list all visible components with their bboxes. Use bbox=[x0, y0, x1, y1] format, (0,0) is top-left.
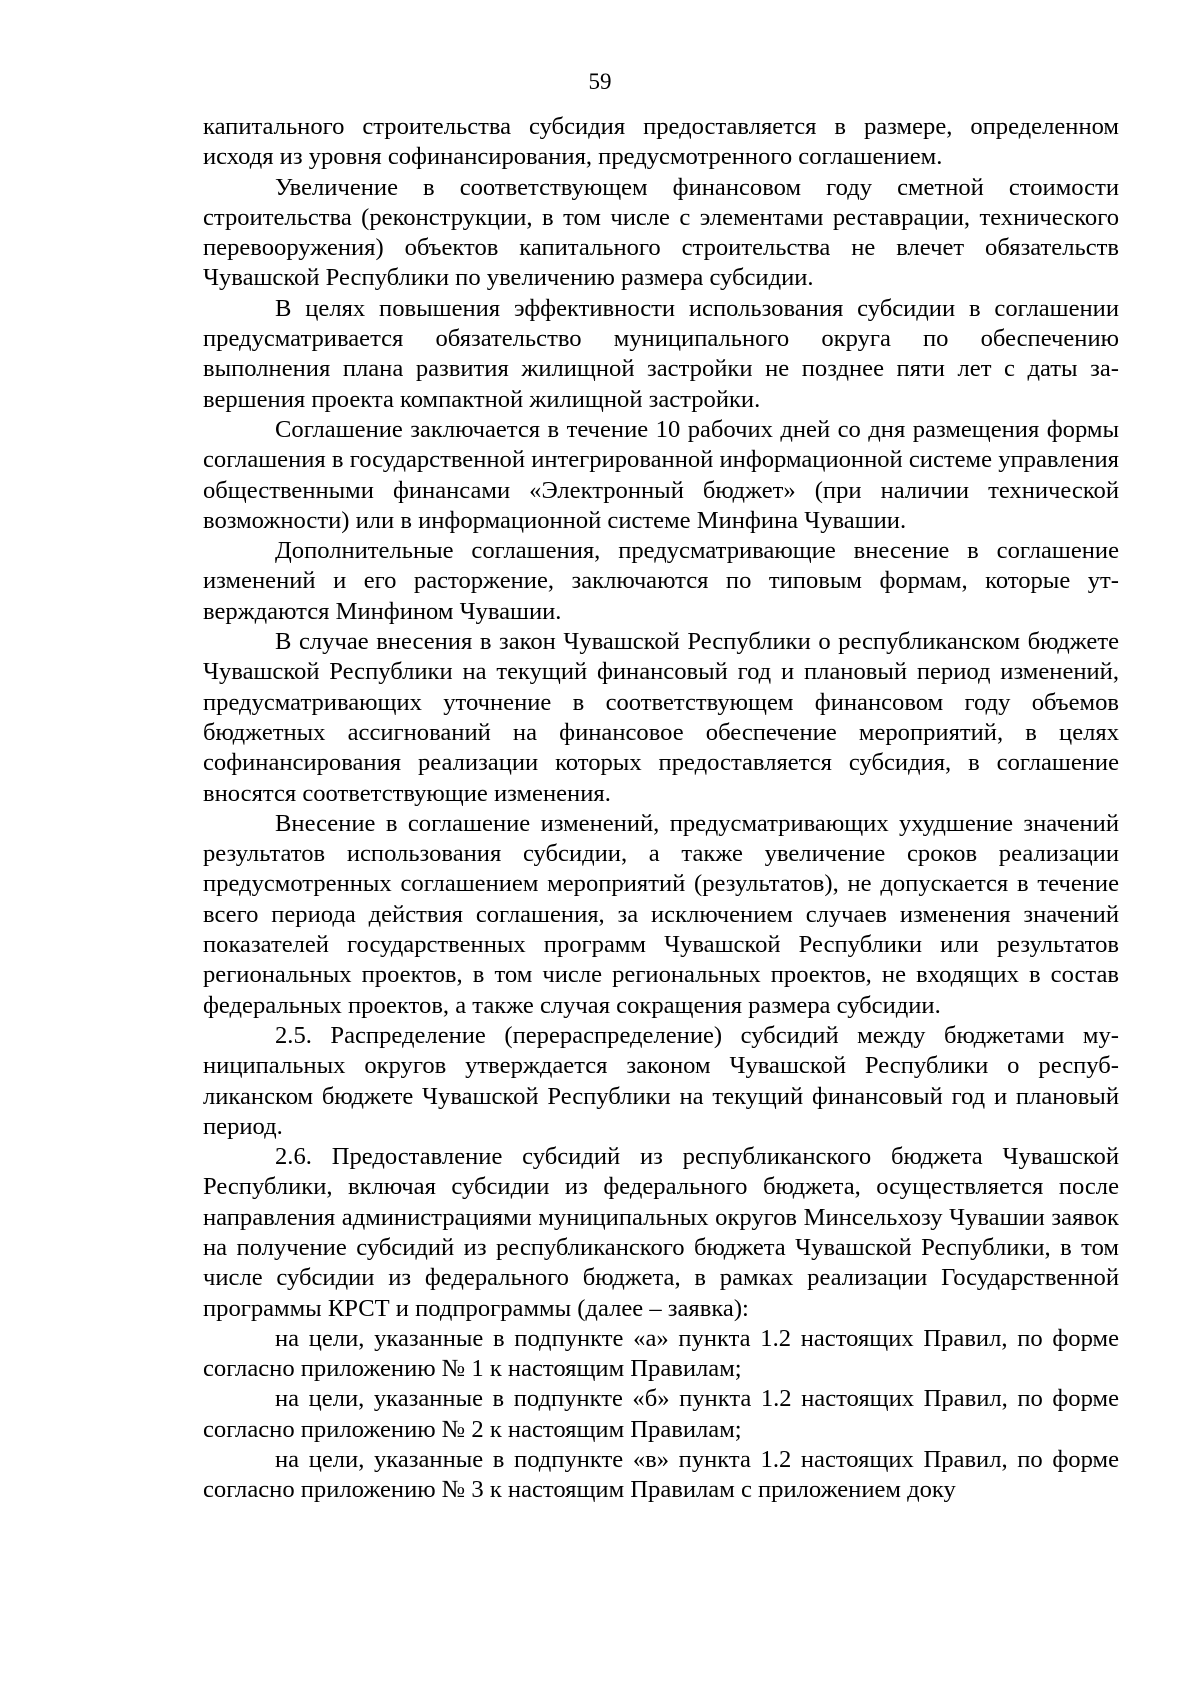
paragraph-amendments: Внесение в соглашение изменений, предусматривающих ухудшение значений результатов использования субсидии, а также увеличение сроков реализации предусмотренных соглашением мероприятий (результатов), не допускается в течение всего периода действия соглашения, за исключением случаев изменения значений показателей государственных программ Чувашской Республики или результатов региональных проектов, в том числе региональных проектов, не входящих в состав федеральных проектов, а также случая сокращения размера субсидии. bbox=[203, 809, 1119, 1019]
paragraph-law-changes: В случае внесения в закон Чувашской Республики о республиканском бюджете Чувашской Республики на текущий финансовый год и плановый период изменений, предусматривающих уточнение в соответствующем финансовом году объемов бюджетных ассигнований на финансовое обеспечение мероприятий, в целях софинансирования реализации которых предоставляется субсидия, в соглашение вносятся соответствующие изменения. bbox=[203, 628, 1119, 807]
paragraph-agreement-conclusion: Соглашение заключается в течение 10 рабочих дней со дня размещения формы соглашения в государственной интегрированной информационной системе управления общественными финансами «Электронный бюджет» (при наличии технической возможности) или в информационной системе Минфина Чувашии. bbox=[203, 415, 1119, 534]
paragraph-cost-increase: Увеличение в соответствующем финансовом году сметной стоимости строительства (реконструкции, в том числе с элементами реставрации, технического перевооружения) объектов капитального строительства не влечет обязательств Чувашской Республики по увеличению размера субсидии. bbox=[203, 173, 1119, 292]
page-number: 59 bbox=[588, 69, 612, 94]
paragraph-efficiency: В целях повышения эффективности использования субсидии в соглашении предусматривается обязательство муниципального округа по обеспечению выполнения плана развития жилищной застройки не позднее пяти лет с даты завершения проекта компактной жилищной застройки. bbox=[203, 294, 1119, 413]
paragraph-continuation: капитального строительства субсидия предоставляется в размере, определенном исходя из уровня софинансирования, предусмотренного соглашением. bbox=[203, 113, 1119, 171]
paragraph-additional-agreements: Дополнительные соглашения, предусматривающие внесение в соглашение изменений и его расторжение, заключаются по типовым формам, которые утверждаются Минфином Чувашии. bbox=[203, 537, 1119, 625]
list-item-purpose-b: на цели, указанные в подпункте «б» пункта 1.2 настоящих Правил, по форме согласно приложению № 2 к настоящим Правилам; bbox=[203, 1385, 1119, 1443]
list-item-purpose-a: на цели, указанные в подпункте «а» пункта 1.2 настоящих Правил, по форме согласно приложению № 1 к настоящим Правилам; bbox=[203, 1324, 1119, 1383]
list-item-purpose-v: на цели, указанные в подпункте «в» пункта 1.2 настоящих Правил, по форме согласно приложению № 3 к настоящим Правилам с приложением доку bbox=[203, 1446, 1119, 1504]
body-text bbox=[203, 112, 1119, 1506]
paragraph-2-5: 2.5. Распределение (перераспределение) субсидий между бюджетами муниципальных округов утверждается законом Чувашской Республики о республиканском бюджете Чувашской Республики на текущий финансовый год и плановый период. bbox=[203, 1021, 1119, 1140]
paragraph-2-6: 2.6. Предоставление субсидий из республиканского бюджета Чувашской Республики, включая субсидии из федерального бюджета, осуществляется после направления администрациями муниципальных округов Минсельхозу Чувашии заявок на получение субсидий из республиканского бюджета Чувашской Республики, в том числе субсидии из федерального бюджета, в рамках реализации Государственной программы КРСТ и подпрограммы (далее – заявка): bbox=[203, 1143, 1119, 1322]
